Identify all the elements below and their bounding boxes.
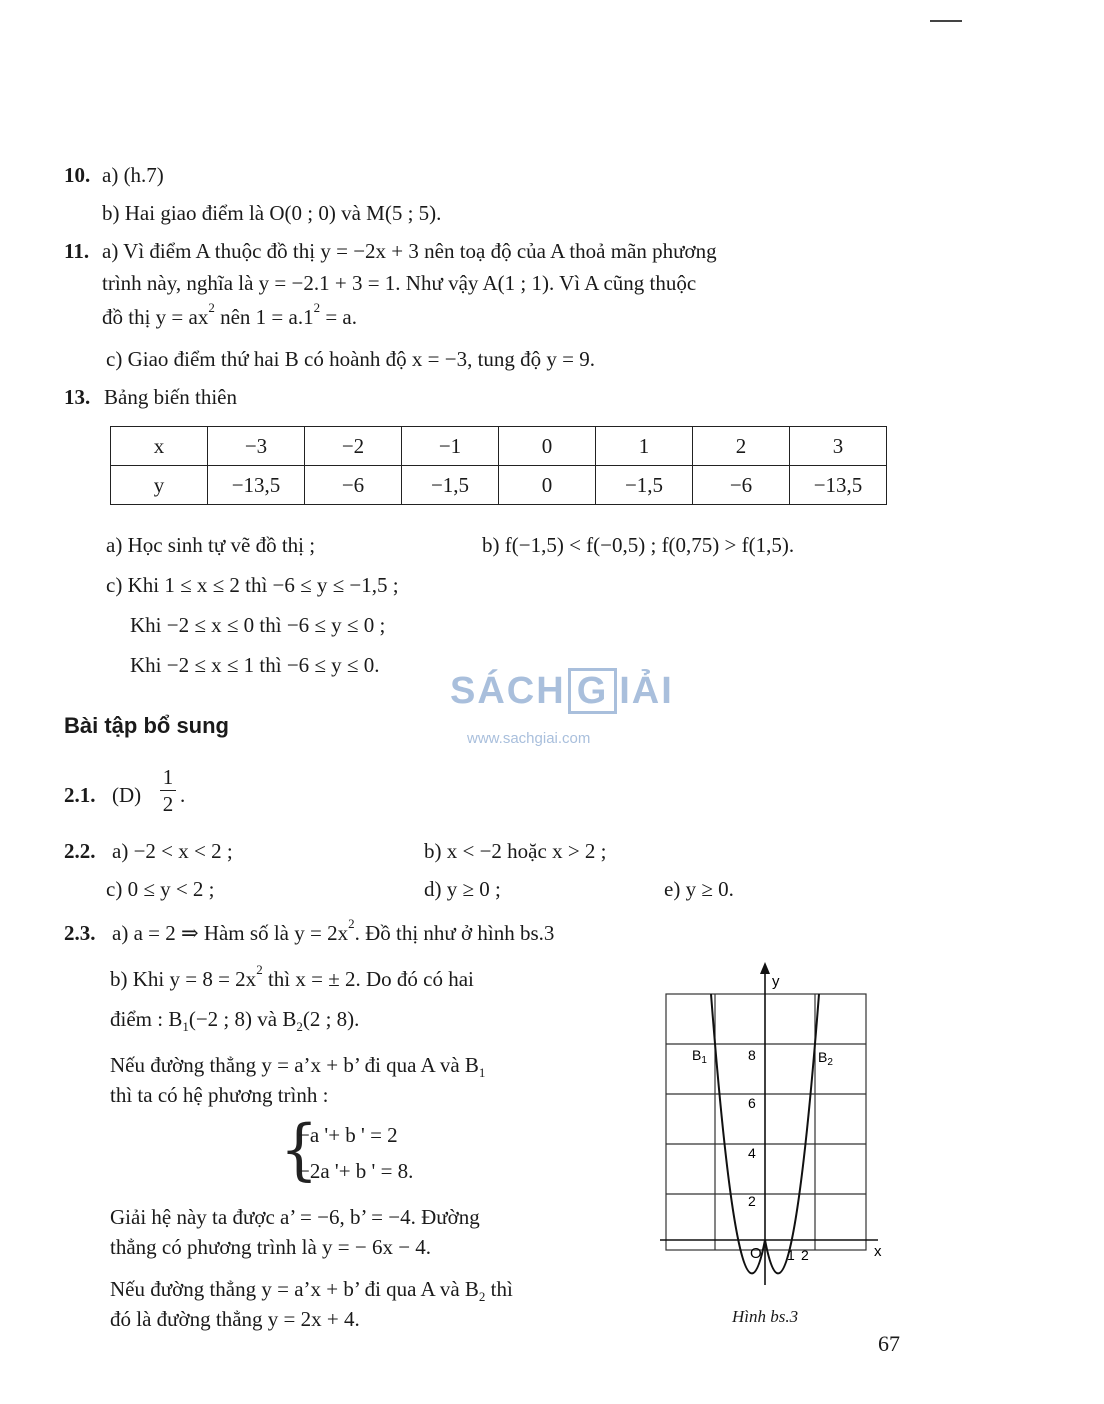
table-cell: −6: [305, 466, 402, 505]
system-brace: {: [280, 1111, 319, 1189]
ex13-title: Bảng biến thiên: [104, 385, 237, 409]
ex22-b: b) x < −2 hoặc x > 2 ;: [424, 839, 607, 863]
figure-caption: Hình bs.3: [732, 1307, 799, 1326]
ex13-c2: Khi −2 ≤ x ≤ 0 thì −6 ≤ y ≤ 0 ;: [130, 613, 386, 637]
point-b2-label: $B_2$: [818, 1049, 833, 1068]
origin-label: O: [750, 1245, 762, 1262]
table-cell: −1,5: [596, 466, 693, 505]
table-cell: 0: [499, 466, 596, 505]
table-cell: −6: [693, 466, 790, 505]
ex22-c: c) 0 ≤ y < 2 ;: [106, 877, 215, 901]
ex10-a: a) (h.7): [102, 163, 164, 187]
table-row-x: [111, 427, 887, 466]
ex13-number: 13.: [64, 385, 91, 409]
y-axis-arrow: [760, 962, 770, 974]
ex22-e: e) y ≥ 0.: [664, 877, 734, 901]
x-tick-label: 1: [787, 1247, 795, 1263]
ex22-a: a) −2 < x < 2 ;: [112, 839, 233, 863]
ex21-fraction: $\frac{1}{2}$: [160, 764, 176, 817]
system-eq1: −a '+ b ' = 2: [298, 1123, 398, 1147]
ex23-p2-line1: Giải hệ này ta được a’ = −6, b’ = −4. Đường: [110, 1205, 480, 1229]
table-cell: −3: [208, 427, 305, 466]
ex23-b-line1: b) Khi $y = 8 = 2x^2$ thì x = ± 2. Do đó có hai: [110, 962, 474, 991]
ex23-p1-line2: thì ta có hệ phương trình :: [110, 1083, 329, 1107]
page-number: 67: [878, 1331, 900, 1356]
table-cell: −2: [305, 427, 402, 466]
ex23-b-line2: điểm : $B_1(-2$ ; 8) và $B_2(2$ ; 8).: [110, 1007, 360, 1035]
ex23-p1-line1: Nếu đường thẳng y = a’x + b’ đi qua A và $B_1$: [110, 1053, 486, 1081]
axes: [660, 966, 878, 1285]
y-axis-label: y: [772, 973, 780, 990]
table-cell: −13,5: [208, 466, 305, 505]
grid: [666, 994, 866, 1250]
table-header-y: y: [111, 466, 208, 505]
ex23-a: a) a = 2 ⇒ Hàm số là $y = 2x^2$. Đồ thị như ở hình bs.3: [112, 916, 555, 945]
ex21-end: .: [180, 783, 186, 807]
x-axis-label: x: [874, 1243, 882, 1260]
section-title: Bài tập bổ sung: [64, 713, 229, 738]
parabola-figure: [660, 960, 900, 1300]
table-cell: 1: [596, 427, 693, 466]
ex13-c1: c) Khi 1 ≤ x ≤ 2 thì −6 ≤ y ≤ −1,5 ;: [106, 573, 399, 597]
y-tick-label: 8: [748, 1047, 756, 1063]
ex23-p3-line1: Nếu đường thẳng y = a’x + b’ đi qua A và $B_2$ thì: [110, 1277, 513, 1305]
ex10-number: 10.: [64, 163, 91, 187]
ex11-line1: a) Vì điểm A thuộc đồ thị y = −2x + 3 nên toạ độ của A thoả mãn phương: [102, 239, 717, 263]
ex11-line2: trình này, nghĩa là y = −2.1 + 3 = 1. Như vậy A(1 ; 1). Vì A cũng thuộc: [102, 271, 697, 295]
watermark-url: www.sachgiai.com: [467, 730, 591, 747]
table-cell: −13,5: [790, 466, 887, 505]
table-cell: 2: [693, 427, 790, 466]
y-tick-label: 4: [748, 1145, 756, 1161]
variation-table: [110, 426, 887, 505]
ex23-p3-line2: đó là đường thẳng y = 2x + 4.: [110, 1307, 360, 1331]
ex22-d: d) y ≥ 0 ;: [424, 877, 501, 901]
ex13-b: b) f(−1,5) < f(−0,5) ; f(0,75) > f(1,5).: [482, 533, 795, 557]
table-row-y: [111, 466, 887, 505]
table-cell: 3: [790, 427, 887, 466]
y-tick-label: 6: [748, 1095, 756, 1111]
y-tick-label: 2: [748, 1193, 756, 1209]
table-cell: −1,5: [402, 466, 499, 505]
ex23-p2-line2: thẳng có phương trình là y = − 6x − 4.: [110, 1235, 432, 1259]
ex13-a: a) Học sinh tự vẽ đồ thị ;: [106, 533, 316, 557]
table-cell: 0: [499, 427, 596, 466]
top-rule: [930, 20, 962, 22]
ex10-b: b) Hai giao điểm là O(0 ; 0) và M(5 ; 5).: [102, 201, 442, 225]
ex21-text: (D): [112, 783, 142, 807]
table-header-x: x: [111, 427, 208, 466]
ex11-number: 11.: [64, 239, 90, 263]
ex11-c: c) Giao điểm thứ hai B có hoành độ x = −3, tung độ y = 9.: [106, 347, 596, 371]
ex21-number: 2.1.: [64, 783, 96, 807]
system-eq2: −2a '+ b ' = 8.: [298, 1159, 414, 1183]
table-cell: −1: [402, 427, 499, 466]
ex22-number: 2.2.: [64, 839, 96, 863]
ex11-line3: đồ thị $y = ax^2$ nên $1 = a.1^2 = a$.: [102, 300, 358, 329]
point-b1-label: $B_1$: [692, 1047, 707, 1066]
watermark-logo: SÁCH G IẢI: [450, 670, 674, 712]
ex23-number: 2.3.: [64, 921, 96, 945]
ex13-c3: Khi −2 ≤ x ≤ 1 thì −6 ≤ y ≤ 0.: [130, 653, 380, 677]
x-tick-label: 2: [801, 1247, 809, 1263]
